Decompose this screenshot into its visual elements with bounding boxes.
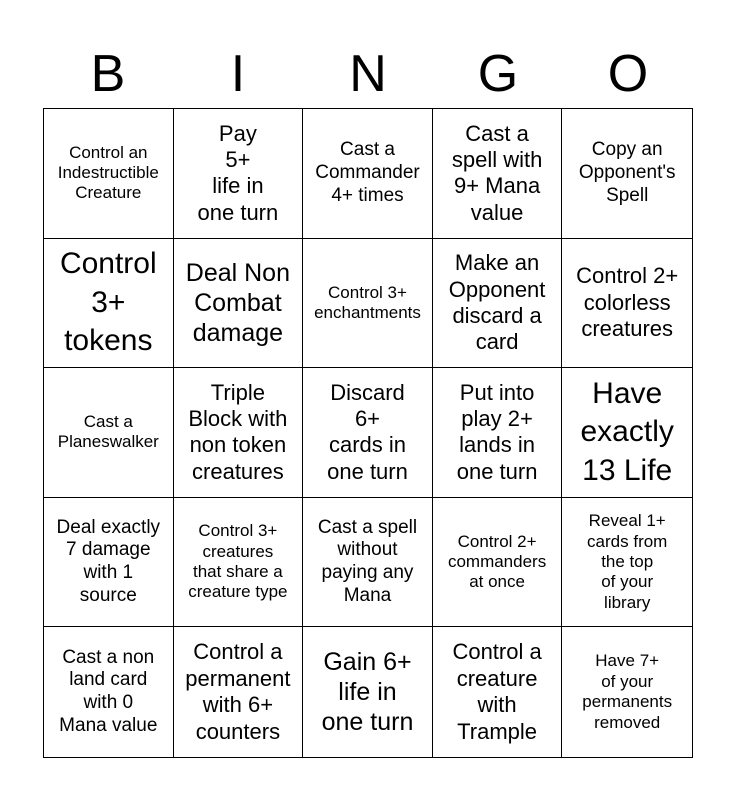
bingo-header — [43, 40, 693, 108]
bingo-cell-text: Control 3+ enchantments — [314, 282, 421, 322]
header-letter-g: G — [477, 45, 519, 103]
bingo-cell-r3c5[interactable] — [562, 368, 692, 498]
bingo-cell-text: Cast a spell with 9+ Mana value — [451, 120, 543, 225]
header-letter-i: I — [230, 45, 246, 103]
bingo-cell-text: Control 2+ colorless creatures — [576, 263, 679, 342]
bingo-cell-text: Deal exactly 7 damage with 1 source — [56, 516, 161, 606]
bingo-cell-r5c4[interactable] — [433, 627, 563, 757]
bingo-cell-r2c2[interactable] — [174, 239, 304, 369]
bingo-cell-text: Control 3+ creatures that share a creature type — [188, 521, 288, 602]
bingo-cell-text: Cast a Planeswalker — [57, 412, 159, 452]
bingo-cell-text: Control 3+ tokens — [59, 247, 157, 358]
bingo-cell-r4c4[interactable] — [433, 498, 563, 628]
bingo-cell-r1c3[interactable] — [303, 109, 433, 239]
bingo-cell-text: Cast a non land card with 0 Mana value — [59, 646, 158, 736]
bingo-cell-r4c2[interactable] — [174, 498, 304, 628]
bingo-cell-r3c2[interactable] — [174, 368, 304, 498]
bingo-cell-text: Put into play 2+ lands in one turn — [456, 379, 538, 484]
bingo-cell-text: Control 2+ commanders at once — [447, 531, 547, 592]
bingo-cell-text: Cast a spell without paying any Mana — [317, 516, 418, 606]
bingo-cell-r1c4[interactable] — [433, 109, 563, 239]
bingo-cell-r5c5[interactable] — [562, 627, 692, 757]
bingo-cell-text: Control a permanent with 6+ counters — [185, 639, 291, 744]
bingo-cell-text: Reveal 1+ cards from the top of your library — [587, 511, 668, 612]
bingo-cell-text: Deal Non Combat damage — [185, 258, 290, 347]
bingo-cell-r3c4[interactable] — [433, 368, 563, 498]
bingo-cell-r5c1[interactable] — [44, 627, 174, 757]
bingo-cell-r5c2[interactable] — [174, 627, 304, 757]
bingo-cell-r4c5[interactable] — [562, 498, 692, 628]
bingo-cell-r4c3[interactable] — [303, 498, 433, 628]
bingo-cell-r2c1[interactable] — [44, 239, 174, 369]
bingo-cell-r4c1[interactable] — [44, 498, 174, 628]
bingo-cell-r1c1[interactable] — [44, 109, 174, 239]
header-letter-n: N — [349, 45, 387, 103]
bingo-cell-text: Triple Block with non token creatures — [188, 379, 288, 484]
bingo-cell-r1c2[interactable] — [174, 109, 304, 239]
bingo-cell-text: Copy an Opponent's Spell — [578, 139, 676, 206]
bingo-cell-r2c3[interactable] — [303, 239, 433, 369]
bingo-cell-r2c5[interactable] — [562, 239, 692, 369]
bingo-cell-r1c5[interactable] — [562, 109, 692, 239]
bingo-cell-text: Gain 6+ life in one turn — [321, 648, 414, 737]
bingo-cell-text: Cast a Commander 4+ times — [315, 139, 420, 206]
bingo-cell-r3c3[interactable] — [303, 368, 433, 498]
bingo-cell-text: Have exactly 13 Life — [580, 376, 674, 487]
bingo-cell-r5c3[interactable] — [303, 627, 433, 757]
bingo-cell-text: Control an Indestructible Creature — [57, 142, 159, 203]
header-letter-o: O — [607, 45, 649, 103]
bingo-board — [43, 108, 693, 758]
bingo-cell-text: Make an Opponent discard a card — [448, 250, 546, 355]
header-letter-b: B — [90, 45, 126, 103]
bingo-cell-text: Pay 5+ life in one turn — [197, 120, 279, 225]
bingo-cell-r2c4[interactable] — [433, 239, 563, 369]
bingo-cell-r3c1[interactable] — [44, 368, 174, 498]
bingo-cell-text: Control a creature with Trample — [452, 639, 542, 744]
bingo-cell-text: Have 7+ of your permanents removed — [582, 651, 673, 732]
bingo-cell-text: Discard 6+ cards in one turn — [327, 379, 408, 484]
